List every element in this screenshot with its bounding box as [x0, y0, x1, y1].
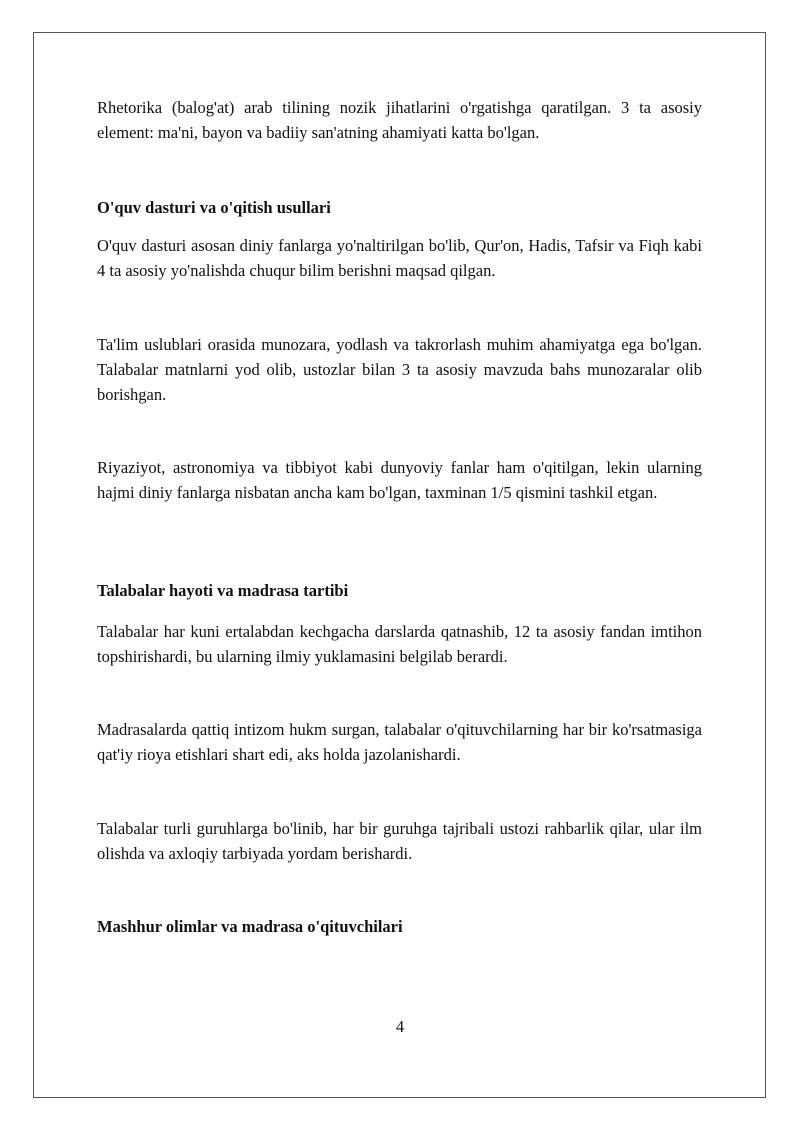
- section-heading-scholars: Mashhur olimlar va madrasa o'qituvchilari: [97, 917, 403, 936]
- paragraph-daily-schedule: Talabalar har kuni ertalabdan kechgacha darslarda qatnashib, 12 ta asosiy fandan imtihon topshirishardi, bu ularning ilmiy yuklamasini belgilab berardi.: [97, 622, 702, 666]
- section-heading-curriculum: O'quv dasturi va o'qitish usullari: [97, 198, 331, 217]
- paragraph-discipline: Madrasalarda qattiq intizom hukm surgan, talabalar o'qituvchilarning har bir ko'rsatmasiga qat'iy rioya etishlari shart edi, aks holda jazolanishardi.: [97, 720, 702, 764]
- paragraph-rhetoric: Rhetorika (balog'at) arab tilining nozik jihatlarini o'rgatishga qaratilgan. 3 ta asosiy element: ma'ni, bayon va badiiy san'atning ahamiyati katta bo'lgan.: [97, 98, 702, 142]
- section-heading-student-life: Talabalar hayoti va madrasa tartibi: [97, 581, 349, 600]
- paragraph-teaching-methods: Ta'lim uslublari orasida munozara, yodlash va takrorlash muhim ahamiyatga ega bo'lgan. Talabalar matnlarni yod olib, ustozlar bilan 3 ta asosiy mavzuda bahs munozaralar olib borishgan.: [97, 335, 702, 404]
- paragraph-curriculum: O'quv dasturi asosan diniy fanlarga yo'naltirilgan bo'lib, Qur'on, Hadis, Tafsir va Fiqh kabi 4 ta asosiy yo'nalishda chuqur bilim berishni maqsad qilgan.: [97, 236, 702, 280]
- page-number: 4: [395, 1017, 405, 1036]
- paragraph-student-groups: Talabalar turli guruhlarga bo'linib, har bir guruhga tajribali ustozi rahbarlik qilar, ular ilm olishda va axloqiy tarbiyada yordam berishardi.: [97, 819, 702, 863]
- paragraph-secular-sciences: Riyaziyot, astronomiya va tibbiyot kabi dunyoviy fanlar ham o'qitilgan, lekin ularning hajmi diniy fanlarga nisbatan ancha kam bo'lgan, taxminan 1/5 qismini tashkil etgan.: [97, 458, 702, 502]
